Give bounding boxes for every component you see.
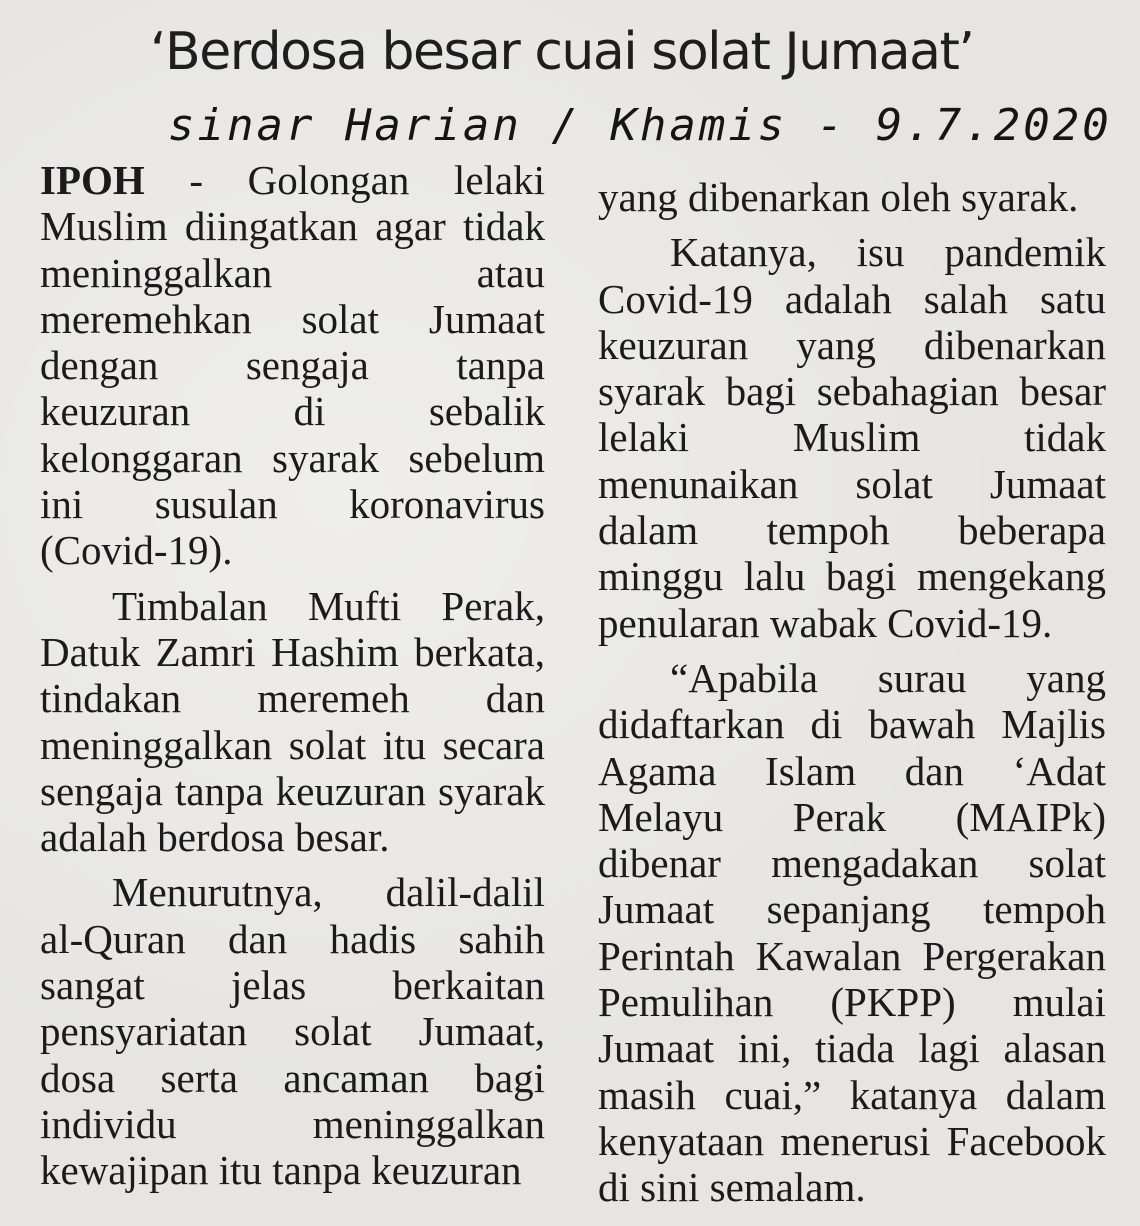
handwritten-source-text: sinar Harian / Khamis - 9.7.2020 (168, 100, 1112, 151)
article-paragraph (40, 157, 545, 574)
article-paragraph: Menurutnya, dalil-dalil al-Quran dan hadis sahih sangat jelas berkaitan pensyariatan solat Jumaat, dosa serta ancaman bagi individu meninggalkan kewajipan itu tanpa keuzuran (40, 869, 545, 1194)
handwritten-source-note (168, 92, 1112, 162)
paragraph-text: Golongan lelaki Muslim diingatkan agar tidak meninggalkan atau meremehkan solat Jumaat dengan sengaja tanpa keuzuran di sebalik kelonggaran syarak sebelum ini susulan koronavirus (Covid-19). (40, 157, 545, 574)
article-paragraph: “Apabila surau yang didaftarkan di bawah Majlis Agama Islam dan ‘Adat Melayu Perak (MAIPk) dibenar mengadakan solat Jumaat sepanjang tempoh Perintah Kawalan Pergerakan Pemulihan (PKPP) mulai Jumaat ini, tiada lagi alasan masih cuai,” katanya dalam kenyataan menerusi Facebook di sini semalam. (598, 654, 1106, 1211)
article-column-left (40, 157, 545, 1194)
article-column-right (598, 174, 1106, 1211)
dateline: IPOH (40, 157, 145, 203)
article-paragraph: Timbalan Mufti Perak, Datuk Zamri Hashim berkata, tindakan meremeh dan meninggalkan solat itu secara sengaja tanpa keuzuran syarak adalah berdosa besar. (40, 582, 545, 861)
article-paragraph: yang dibenarkan oleh syarak. (598, 174, 1079, 220)
article-paragraph: Katanya, isu pandemik Covid-19 adalah salah satu keuzuran yang dibenarkan syarak bagi sebahagian besar lelaki Muslim tidak menunaikan solat Jumaat dalam tempoh beberapa minggu lalu bagi mengekang penularan wabak Covid-19. (598, 229, 1106, 646)
article-headline: ‘Berdosa besar cuai solat Jumaat’ (150, 22, 974, 82)
dateline-separator: - (144, 157, 248, 203)
